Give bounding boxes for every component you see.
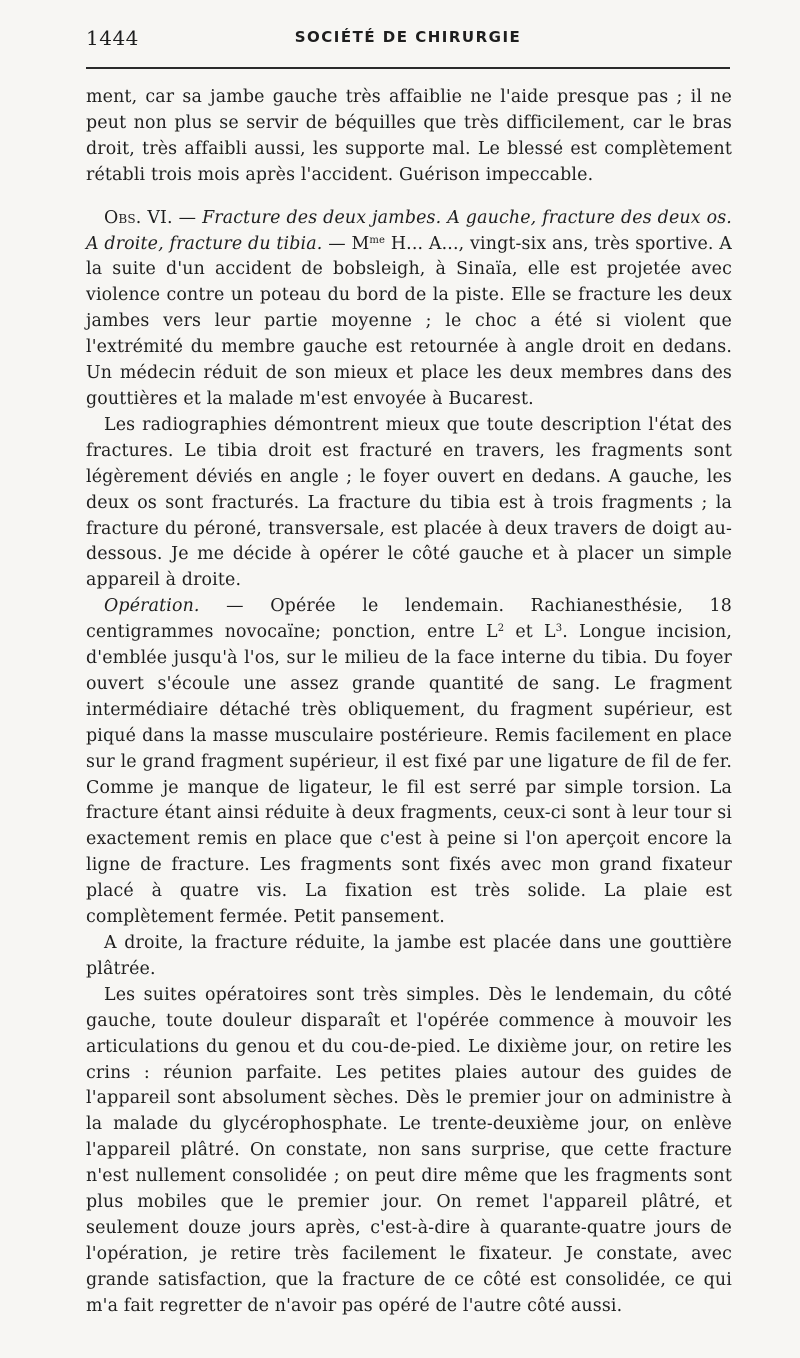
paragraph-text: ment, car sa jambe gauche très affaiblie ne l'aide presque pas ; il ne peut non plus se servir de béquilles que très difficilement, car le bras droit, très affaibli aussi, les supporte mal. Le blessé est complètement rétabli trois mois après l'accident. Guérison impeccable. [86, 87, 732, 185]
operation-text-3: . Longue incision, d'emblée jusqu'à l'os, sur le milieu de la face interne du tibia. Du foyer ouvert s'écoule une assez grande quantité de sang. Le fragment intermédiaire détaché très obliquement, du fragment supérieur, est piqué dans la masse musculaire postérieure. Remis facilement en place sur le grand fragment supérieur, il est fixé par une ligature de fil de fer. Comme je manque de ligateur, le fil est serré par simple torsion. La fracture étant ainsi réduite à deux fragments, ceux-ci sont à leur tour si exactement remis en place que c'est à peine si l'on aperçoit encore la ligne de fracture. Les fragments sont fixés avec mon grand fixateur placé à quatre vis. La fixation est très solide. La plaie est complètement fermée. Petit pansement. [86, 622, 732, 928]
operation-text-1: — Opérée le lendemain. Rachianesthésie, 18 centigrammes novocaïne; ponction, entre L [86, 596, 732, 643]
paragraph-continuation [86, 85, 732, 189]
vertebra-sup-1: 2 [497, 623, 505, 635]
operation-paragraph [86, 594, 732, 931]
follow-up-paragraph [86, 983, 732, 1320]
patient-prefix: — M [322, 233, 370, 254]
body-text [86, 85, 732, 1320]
header-rule [86, 67, 730, 69]
paragraph-text: Les radiographies démontrent mieux que toute description l'état des fractures. Le tibia droit est fracturé en travers, les fragments sont légèrement déviés en angle ; le foyer ouvert en dedans. A gauche, les deux os sont fracturés. La fracture du tibia est à trois fragments ; la fracture du péroné, transversale, est placée à deux travers de doigt au-dessous. Je me décide à opérer le côté gauche et à placer un simple appareil à droite. [86, 414, 732, 591]
patient-title-sup: me [369, 234, 386, 246]
vertebra-sup-2: 3 [555, 623, 563, 635]
right-leg-paragraph [86, 931, 732, 983]
page-number: 1444 [86, 26, 139, 50]
observation-text: H... A..., vingt-six ans, très sportive. A la suite d'un accident de bobsleigh, à Sinaïa, elle est projetée avec violence contre un poteau du bord de la piste. Elle se fracture les deux jambes vers leur partie moyenne ; le choc a été si violent que l'extrémité du membre gauche est retournée à angle droit en dedans. Un médecin réduit de son mieux et place les deux membres dans des gouttières et la malade m'est envoyée à Bucarest. [86, 233, 733, 409]
radiography-paragraph [86, 413, 732, 594]
observation-title: Fracture des deux jambes. A gauche, fracture des deux os. A droite, fracture du tibia. [86, 207, 732, 254]
running-title: SOCIÉTÉ DE CHIRURGIE [294, 28, 522, 46]
page-header [86, 26, 730, 52]
operation-text-2: et L [504, 622, 556, 643]
operation-label: Opération. [104, 596, 200, 617]
paragraph-text: A droite, la fracture réduite, la jambe est placée dans une gouttière plâtrée. [86, 933, 732, 979]
observation-dash: — [172, 207, 203, 228]
observation-paragraph [86, 206, 732, 413]
observation-label: Obs. VI. [104, 207, 173, 228]
paragraph-text: Les suites opératoires sont très simples. Dès le lendemain, du côté gauche, toute douleur disparaît et l'opérée commence à mouvoir les articulations du genou et du cou-de-pied. Le dixième jour, on retire les crins : réunion parfaite. Les petites plaies autour des guides de l'appareil sont absolument sèches. Dès le premier jour on administre à la malade du glycérophosphate. Le trente-deuxième jour, on enlève l'appareil plâtré. On constate, non sans surprise, que cette fracture n'est nullement consolidée ; on peut dire même que les fragments sont plus mobiles que le premier jour. On remet l'appareil plâtré, et seulement douze jours après, c'est-à-dire à quarante-quatre jours de l'opération, je retire très facilement le fixateur. Je constate, avec grande satisfaction, que la fracture de ce côté est consolidée, ce qui m'a fait regretter de n'avoir pas opéré de l'autre côté aussi. [86, 984, 732, 1316]
